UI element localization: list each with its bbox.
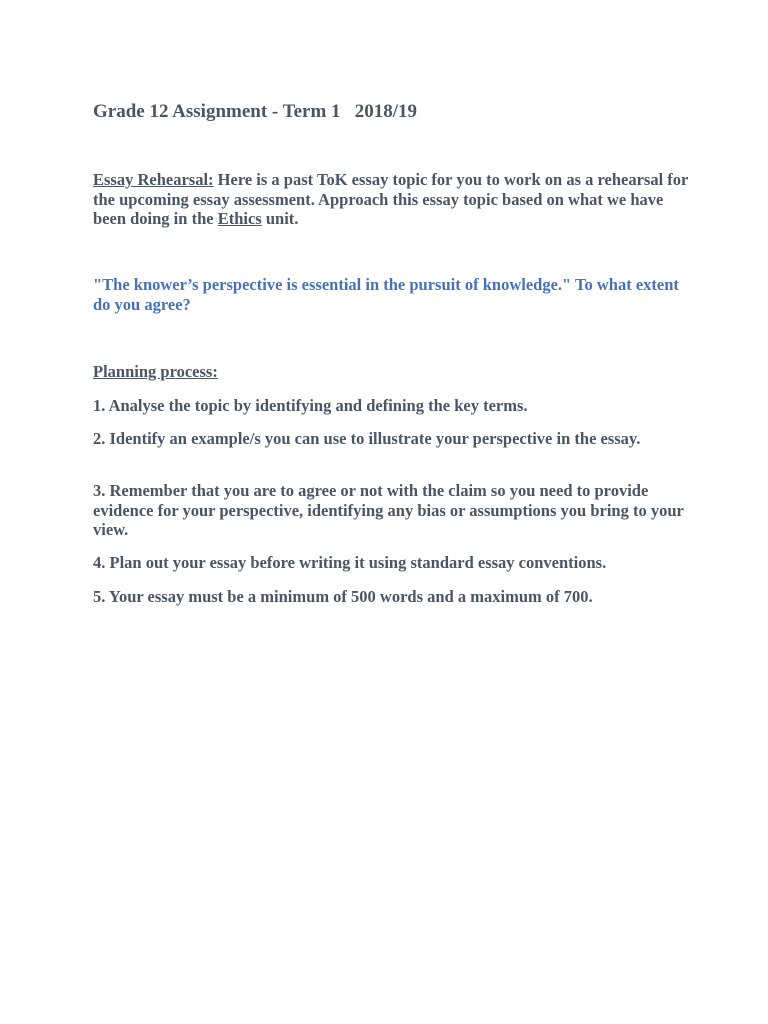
planning-step: 2. Identify an example/s you can use to illustrate your perspective in the essay. [93,429,641,448]
planning-step: 4. Plan out your essay before writing it using standard essay conventions. [93,553,607,572]
document-title: Grade 12 Assignment - Term 1 2018/19 [93,101,418,122]
intro-text: Here is a past ToK essay topic for you to work on as a rehearsal for the upcoming essay assessment. Approach this essay topic based on what we have been doing in the [93,170,689,228]
planning-step: 1. Analyse the topic by identifying and defining the key terms. [93,396,528,415]
planning-heading: Planning process: [93,362,218,381]
intro-label: Essay Rehearsal: [93,170,214,189]
planning-step: 3. Remember that you are to agree or not with the claim so you need to provide evidence for your perspective, identifying any bias or assumptions you bring to your view. [93,481,684,539]
planning-step: 5. Your essay must be a minimum of 500 words and a maximum of 700. [93,587,593,606]
intro-text-end: unit. [261,209,299,228]
unit-name: Ethics [217,209,262,228]
essay-topic-quote: "The knower’s perspective is essential in the pursuit of knowledge." To what extent do you agree? [93,275,679,314]
intro-paragraph [93,170,693,229]
